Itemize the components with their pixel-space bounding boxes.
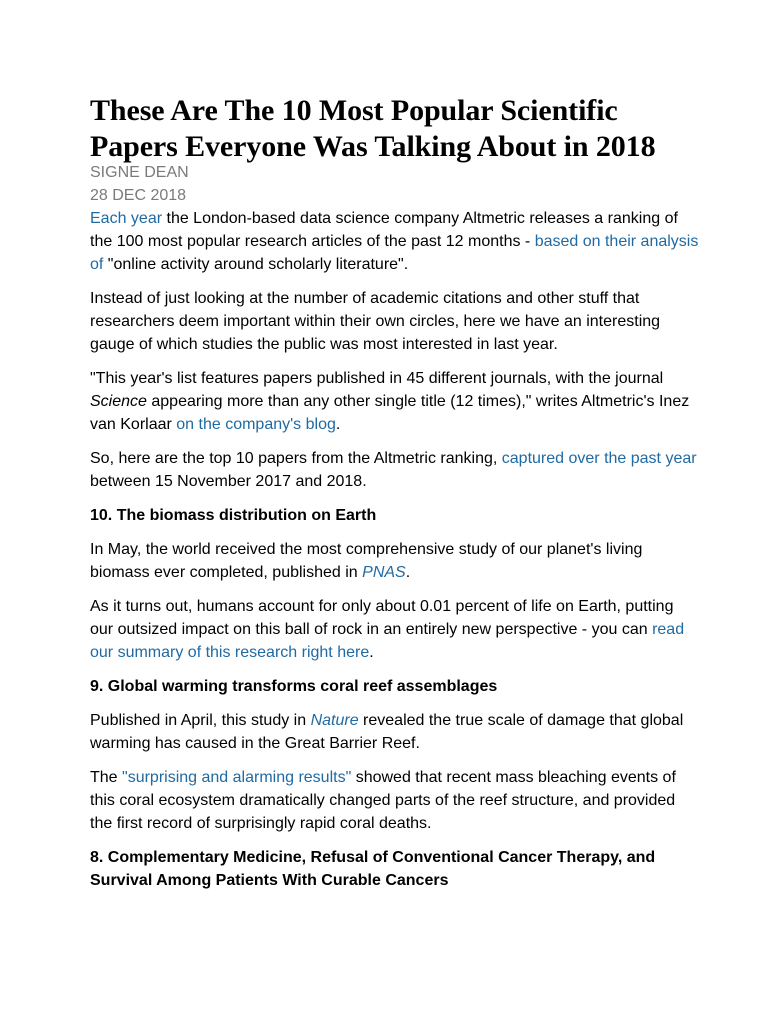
each-year-link[interactable]: Each year xyxy=(90,210,163,227)
results-link[interactable]: "surprising and alarming results" xyxy=(122,769,352,786)
paragraph-text: showed that recent mass bleaching events of this coral ecosystem dramatically changed parts of the reef structure, and provided the first record of surprisingly rapid coral deaths. xyxy=(90,769,676,832)
paragraph-text: appearing more than any other single title (12 times)," writes Altmetric's Inez van Korlaar xyxy=(90,393,690,433)
journal-name: Science xyxy=(90,393,147,410)
paragraph-text: . xyxy=(335,416,341,433)
company-blog-link[interactable]: on the company's blog xyxy=(176,416,336,433)
paragraph-top10 xyxy=(90,447,700,493)
paragraph-text: The xyxy=(90,769,123,786)
paragraph-humans xyxy=(90,595,700,664)
paragraph-intro xyxy=(90,207,700,276)
paragraph-text: In May, the world received the most comprehensive study of our planet's living biomass ever completed, published in xyxy=(90,541,643,581)
summary-link[interactable]: read our summary of this research right here xyxy=(90,621,685,661)
paragraph-text: revealed the true scale of damage that global warming has caused in the Great Barrier Reef. xyxy=(90,712,684,752)
pnas-link[interactable]: PNAS xyxy=(362,564,406,581)
nature-link[interactable]: Nature xyxy=(310,712,359,729)
paragraph-coral xyxy=(90,709,700,755)
captured-link[interactable]: captured over the past year xyxy=(501,450,697,467)
paragraph-biomass xyxy=(90,538,700,584)
paragraph-text: Published in April, this study in xyxy=(90,712,311,729)
paragraph-text: So, here are the top 10 papers from the Altmetric ranking, xyxy=(90,450,502,467)
paragraph-text: . xyxy=(369,644,374,661)
paragraph-citations: Instead of just looking at the number of academic citations and other stuff that researchers deem important within their own circles, here we have an interesting gauge of which studies the public was most interested in last year. xyxy=(90,290,661,353)
paragraph-text: "This year's list features papers published in 45 different journals, with the journal xyxy=(90,370,664,387)
paragraph-text: between 15 November 2017 and 2018. xyxy=(90,473,367,490)
article-title: These Are The 10 Most Popular Scientific Papers Everyone Was Talking About in 2018 xyxy=(90,94,656,163)
section-heading-8: 8. Complementary Medicine, Refusal of Conventional Cancer Therapy, and Survival Among Patients With Curable Cancers xyxy=(90,849,656,889)
analysis-link[interactable]: based on their analysis of xyxy=(90,233,699,273)
publish-date: 28 DEC 2018 xyxy=(90,187,187,204)
paragraph-quote xyxy=(90,367,700,436)
paragraph-text: As it turns out, humans account for only about 0.01 percent of life on Earth, putting our outsized impact on this ball of rock in an entirely new perspective - you can xyxy=(90,598,674,638)
section-heading-10: 10. The biomass distribution on Earth xyxy=(90,507,377,524)
paragraph-bleaching xyxy=(90,766,700,835)
author-name: SIGNE DEAN xyxy=(90,164,189,181)
paragraph-text: . xyxy=(405,564,411,581)
section-heading-9: 9. Global warming transforms coral reef assemblages xyxy=(90,678,498,695)
paragraph-text: "online activity around scholarly literature". xyxy=(103,256,409,273)
paragraph-text: the London-based data science company Altmetric releases a ranking of the 100 most popular research articles of the past 12 months - xyxy=(90,210,678,250)
article xyxy=(90,93,700,903)
